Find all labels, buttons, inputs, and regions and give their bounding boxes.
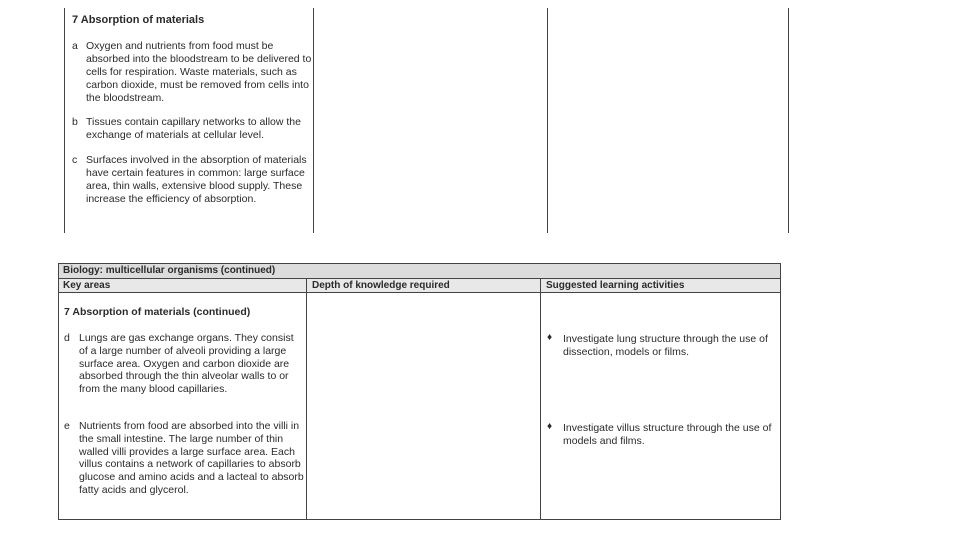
diamond-bullet-icon: ♦ — [547, 332, 553, 343]
table-title: Biology: multicellular organisms (continued) — [63, 265, 276, 276]
header-key-areas: Key areas — [63, 280, 111, 291]
activity-text: Investigate villus structure through the use of models and films. — [563, 422, 772, 447]
top-left-border — [64, 8, 65, 233]
diamond-bullet-icon: ♦ — [547, 421, 553, 432]
curriculum-table — [58, 263, 781, 520]
header-learning-activities: Suggested learning activities — [546, 280, 685, 291]
key-area-e — [64, 420, 304, 497]
item-text: Surfaces involved in the absorption of materials have certain features in common: large surface area, thin walls, extensive blood supply. These increase the efficiency of absorption. — [86, 154, 307, 205]
top-section-heading: 7 Absorption of materials — [72, 14, 205, 26]
item-letter: c — [72, 154, 78, 166]
top-key-area-a — [72, 40, 312, 105]
column-divider-2 — [540, 279, 541, 519]
item-text: Nutrients from food are absorbed into the villi in the small intestine. The large number of thin walled villi provides a large surface area. Each villus contains a network of capillaries to absorb glucose and amino acids and a lacteal to absorb fatty acids and glycerol. — [79, 420, 304, 496]
item-text: Lungs are gas exchange organs. They consist of a large number of alveoli providing a large surface area. Oxygen and carbon dioxide are absorbed through the thin alveolar walls to or from the many blood capillaries. — [79, 332, 294, 396]
activity-text: Investigate lung structure through the use of dissection, models or films. — [563, 333, 768, 358]
column-divider-1 — [306, 279, 307, 519]
table-title-row — [59, 264, 780, 279]
header-depth-of-knowledge: Depth of knowledge required — [312, 280, 450, 291]
item-letter: e — [64, 420, 70, 432]
section-heading: 7 Absorption of materials (continued) — [64, 306, 251, 318]
item-text: Tissues contain capillary networks to allow the exchange of materials at cellular level. — [86, 116, 301, 141]
top-key-area-b — [72, 116, 312, 142]
item-letter: d — [64, 332, 70, 344]
activity-villus-structure — [547, 422, 775, 448]
top-right-border — [788, 8, 789, 233]
item-letter: b — [72, 116, 78, 128]
key-area-d — [64, 332, 304, 396]
top-key-area-c — [72, 154, 312, 206]
top-column-divider-2 — [547, 8, 548, 233]
table-header-row — [59, 279, 780, 293]
item-letter: a — [72, 40, 78, 52]
activity-lung-structure — [547, 333, 775, 359]
item-text: Oxygen and nutrients from food must be absorbed into the bloodstream to be delivered to cells for respiration. Waste materials, such as carbon dioxide, must be removed from cells into the bloodstream. — [86, 40, 312, 104]
top-column-divider-1 — [313, 8, 314, 233]
